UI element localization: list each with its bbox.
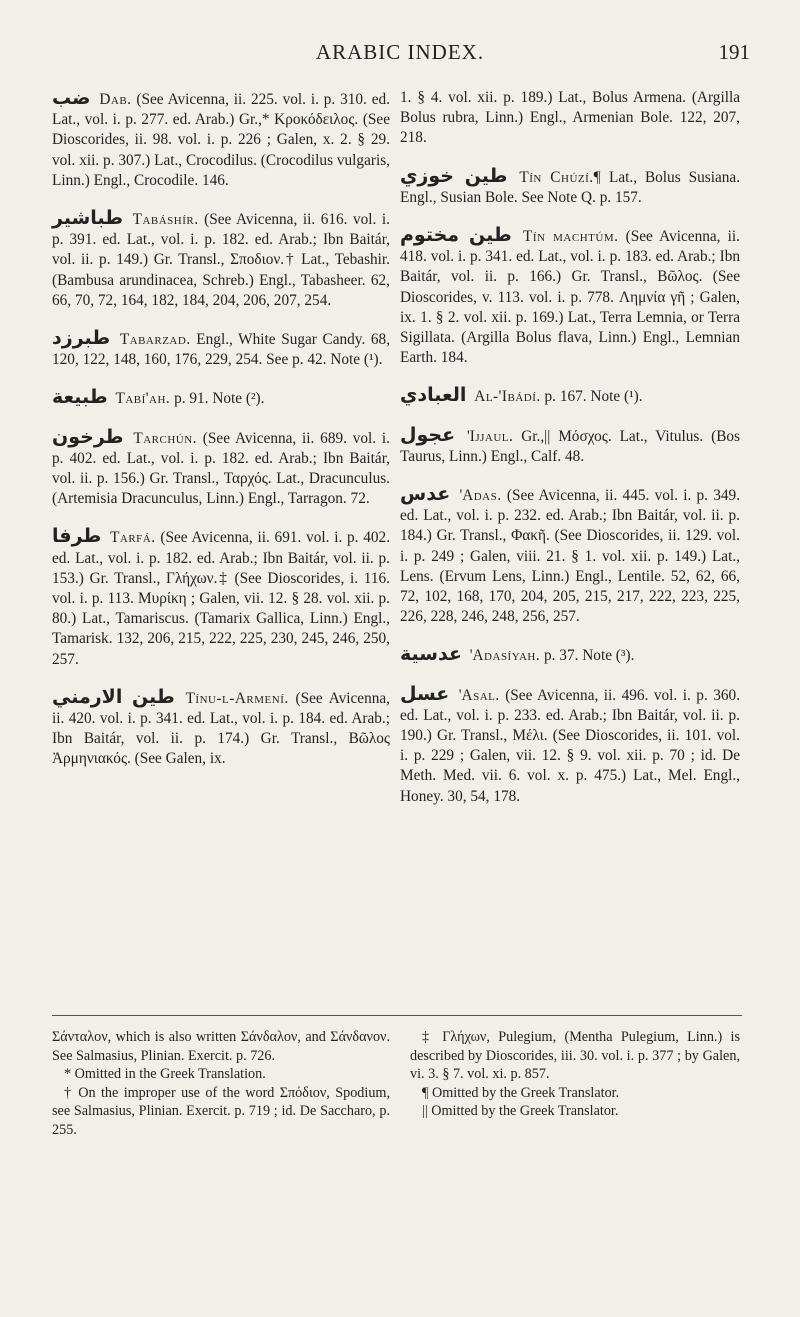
entry-body: p. 167. Note (¹).	[544, 388, 643, 406]
entry-body: (See Avicenna, ii. 420. vol. i. p. 341. ed. Lat., vol. i. p. 184. ed. Arab.; Ibn Baitár, vol. ii. p. 174.) Gr. Transl., Βῶλος Ἀρμηνιακός. (See Galen, ix.	[52, 689, 390, 768]
footnotes-left	[52, 1028, 390, 1139]
arabic-headword: طين مختوم	[400, 224, 512, 247]
arabic-headword: طين الارمني	[52, 685, 175, 708]
page-number: 191	[718, 40, 750, 64]
headword: Tín machtúm.	[523, 228, 619, 246]
index-entry	[400, 166, 740, 208]
entry-body: (See Avicenna, ii. 418. vol. i. p. 341. ed. Lat., vol. i. p. 183. ed. Arab.; Ibn Baitár, vol. ii. p. 166.) Gr. Transl., Βῶλος. (See Dioscorides, v. 113. vol. i. p. 778. Λημνία γῆ ; Galen, ix. 1. § 2. vol. xii. p. 169.) Lat., Terra Lemnia, or Terra Sigillata. (Argilla Bolus flava, Linn.) Engl., Lemnian Earth. 184.	[400, 228, 740, 367]
arabic-headword: طبيعة	[52, 386, 108, 409]
entry-body: (See Avicenna, ii. 496. vol. i. p. 360. ed. Lat., vol. i. p. 233. ed. Arab.; Ibn Baitár, vol. ii. p. 190.) Gr. Transl., Μέλι. (See Dioscorides, ii. 101. vol. i. p. 229 ; Galen, vii. 12. § 9. vol. xii. p. 70 ; id. De Meth. Med. vii. 6. vol. x. p. 475.) Lat., Mel. Engl., Honey. 30, 54, 178.	[400, 686, 741, 805]
page-header	[50, 40, 750, 70]
arabic-headword: عجول	[400, 423, 456, 446]
arabic-headword: عسل	[400, 682, 450, 705]
arabic-headword: طباشير	[52, 207, 124, 230]
headword: 'Asal.	[458, 686, 500, 704]
entry-body: Engl., White Sugar Candy. 68, 120, 122, 148, 160, 176, 229, 254. See p. 42. Note (¹).	[52, 331, 391, 369]
arabic-headword: عدس	[400, 483, 451, 506]
index-entry-continued	[400, 88, 740, 149]
entry-body: Lat., Bolus Susiana. Engl., Susian Bole. See Note Q. p. 157.	[400, 168, 741, 206]
index-entry	[52, 208, 390, 311]
headword: 'Ijjaul.	[466, 427, 514, 445]
headword: 'Adasíyah.	[469, 647, 541, 665]
headword: 'Adas.	[459, 487, 502, 505]
footnote-divider	[52, 1015, 742, 1016]
arabic-headword: عدسية	[400, 643, 462, 666]
headword: Tarchún.	[133, 429, 197, 447]
footnote: ‡ Γλήχων, Pulegium, (Mentha Pulegium, Linn.) is described by Dioscorides, iii. 30. vol. i. p. 377 ; by Galen, vi. 3. § 7. vol. xi. p. 857.	[410, 1029, 740, 1082]
entry-body: (See Avicenna, ii. 689. vol. i. p. 402. ed. Lat., vol. i. p. 182. ed. Arab.; Ibn Baitár, vol. ii. p. 156.) Gr. Transl., Ταρχός. Lat., Dracunculus. (Artemisia Dracunculus, Linn.) Engl., Tarragon. 72.	[52, 429, 391, 508]
index-entry	[400, 484, 740, 627]
footnote: ¶ Omitted by the Greek Translator.	[422, 1084, 620, 1101]
index-entry	[52, 526, 390, 669]
headword: Al-'Ibádí.	[474, 388, 541, 406]
index-entry	[400, 225, 740, 368]
headword: Tarfá.	[110, 529, 156, 547]
arabic-headword: طرخون	[52, 425, 124, 448]
headword: Dab.	[99, 91, 132, 108]
right-column	[400, 88, 740, 824]
entry-body: (See Avicenna, ii. 445. vol. i. p. 349. ed. Lat., vol. i. p. 232. ed. Arab.; Ibn Baitár, vol. ii. p. 184.) Gr. Transl., Φακῆ. (See Dioscorides, ii. 129. vol. i. p. 249 ; Galen, viii. 21. § 1. vol. xii. p. 149.) Lat., Lens. (Ervum Lens, Linn.) Engl., Lentile. 52, 62, 66, 72, 102, 168, 170, 204, 205, 215, 217, 222, 223, 225, 226, 228, 246, 248, 256, 257.	[400, 487, 741, 626]
footnote: Σάνταλον, which is also written Σάνδαλον, and Σάνδανον. See Salmasius, Plinian. Exercit. p. 726.	[52, 1029, 390, 1064]
entry-body: (See Avicenna, ii. 225. vol. i. p. 310. ed. Lat., vol. i. p. 277. ed. Arab.) Gr.,* Κροκόδειλος. (See Dioscorides, ii. 98. vol. i. p. 226 ; Galen, x. 2. § 29. vol. xii. p. 307.) Lat., Crocodilus. (Crocodilus vulgaris, Linn.) Engl., Crocodile. 146.	[52, 91, 391, 189]
headword: Tínu-l-Armení.	[185, 689, 289, 707]
index-entry	[400, 684, 740, 807]
index-entry	[52, 387, 390, 409]
entry-body: 1. § 4. vol. xii. p. 189.) Lat., Bolus Armena. (Argilla Bolus rubra, Linn.) Engl., Armenian Bole. 122, 207, 218.	[400, 89, 740, 147]
footnote: * Omitted in the Greek Translation.	[64, 1066, 266, 1082]
arabic-headword: ضب	[52, 87, 91, 109]
entry-body: (See Avicenna, ii. 691. vol. i. p. 402. ed. Lat., vol. i. p. 182. ed. Arab.; Ibn Baitár, vol. ii. p. 153.) Gr. Transl., Γλήχων.‡ (See Dioscorides, i. 116. vol. i. p. 113. Μυρίκη ; Galen, vii. 12. § 28. vol. xii. p. 80.) Lat., Tamariscus. (Tamarix Gallica, Linn.) Engl., Tamarisk. 132, 206, 215, 222, 225, 230, 245, 246, 250, 257.	[52, 529, 391, 668]
index-entry	[52, 328, 390, 370]
arabic-headword: العبادي	[400, 384, 467, 407]
index-entry	[52, 88, 390, 191]
arabic-headword: طبرزد	[52, 327, 111, 350]
running-title: ARABIC INDEX.	[315, 40, 485, 64]
index-entry	[400, 385, 740, 407]
index-entry	[52, 427, 390, 510]
left-column	[52, 88, 390, 787]
entry-body: (See Avicenna, ii. 616. vol. i. p. 391. ed. Lat., vol. i. p. 182. ed. Arab.; Ibn Baitár, vol. ii. p. 149.) Gr. Transl., Σποδιον.† Lat., Tebashir. (Bambusa arundinacea, Schreb.) Engl., Tabasheer. 62, 66, 70, 72, 164, 182, 184, 204, 206, 207, 254.	[52, 211, 390, 309]
entry-body: p. 37. Note (³).	[544, 647, 635, 665]
footnotes-right	[410, 1028, 740, 1121]
arabic-headword: طرفا	[52, 525, 102, 548]
index-entry	[52, 687, 390, 770]
footnote: || Omitted by the Greek Translator.	[422, 1103, 619, 1119]
index-entry	[400, 425, 740, 467]
headword: Tabáshír.	[132, 211, 199, 229]
index-entry	[400, 644, 740, 666]
headword: Tín Chúzí.¶	[519, 168, 602, 186]
entry-body: p. 91. Note (²).	[174, 390, 265, 408]
footnote: † On the improper use of the word Σπόδιον, Spodium, see Salmasius, Plinian. Exercit. p. 719 ; id. De Saccharo, p. 255.	[52, 1084, 390, 1138]
headword: Tabí'ah.	[115, 390, 171, 408]
headword: Tabarzad.	[119, 331, 191, 349]
arabic-headword: طين خوزي	[400, 164, 508, 187]
entry-body: Gr.,|| Μόσχος. Lat., Vitulus. (Bos Taurus, Linn.) Engl., Calf. 48.	[400, 427, 740, 465]
